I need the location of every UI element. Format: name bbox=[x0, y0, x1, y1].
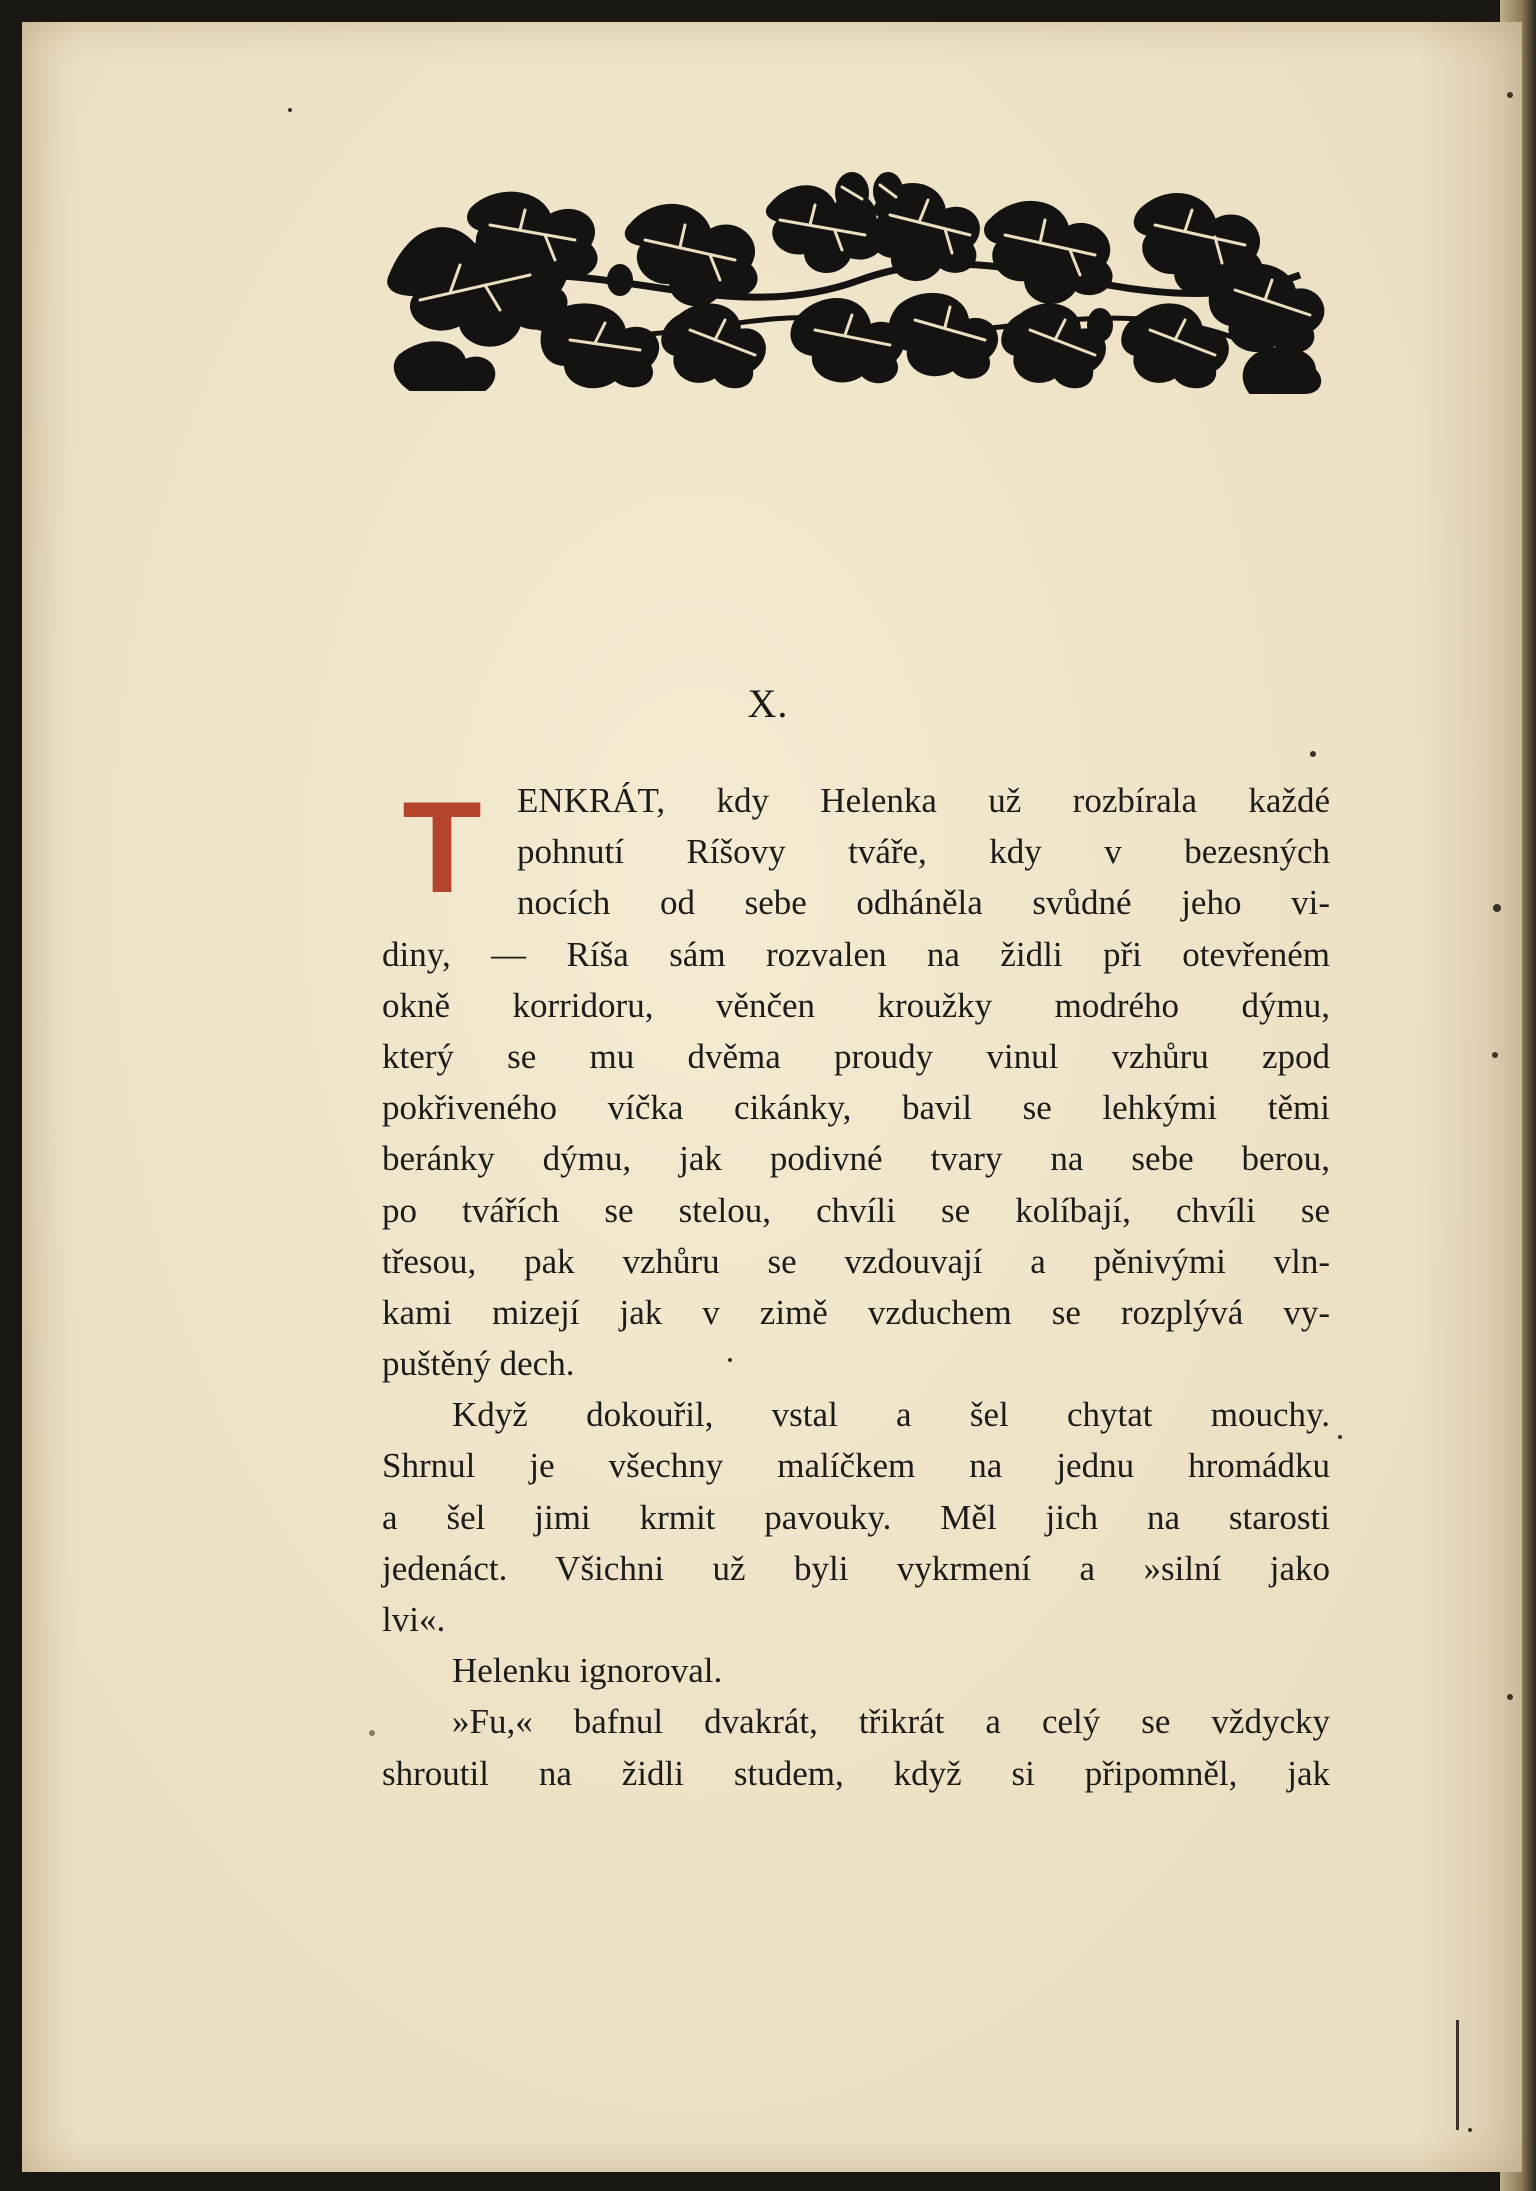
text-line bbox=[382, 1236, 1330, 1287]
text-line bbox=[382, 1543, 1330, 1594]
line-text: po tvářích se stelou, chvíli se kolíbají, chvíli se bbox=[382, 1190, 1330, 1230]
text-line bbox=[382, 1185, 1330, 1236]
line-text: pokřiveného víčka cikánky, bavil se lehkými těmi bbox=[382, 1088, 1330, 1128]
text-line bbox=[382, 1440, 1330, 1491]
svg-text:T: T bbox=[402, 792, 482, 902]
line-text: Shrnul je všechny malíčkem na jednu hromádku bbox=[382, 1446, 1330, 1486]
text-line bbox=[382, 877, 1330, 928]
line-text: diny, — Ríša sám rozvalen na židli při otevřeném bbox=[382, 934, 1330, 974]
line-text: třesou, pak vzhůru se vzdouvají a pěnivými vln- bbox=[382, 1241, 1330, 1281]
line-text: shroutil na židli studem, když si připomněl, jak bbox=[382, 1753, 1330, 1793]
line-text: nocích od sebe odháněla svůdné jeho vi- bbox=[517, 883, 1330, 923]
line-text: »Fu,« bafnul dvakrát, třikrát a celý se vždycky bbox=[452, 1702, 1330, 1742]
text-line bbox=[382, 1492, 1330, 1543]
text-line bbox=[382, 929, 1330, 980]
line-text: a šel jimi krmit pavouky. Měl jich na starosti bbox=[382, 1497, 1330, 1537]
line-text: který se mu dvěma proudy vinul vzhůru zpod bbox=[382, 1036, 1330, 1076]
text-line bbox=[382, 1338, 1330, 1389]
body-text bbox=[382, 775, 1330, 1799]
text-line bbox=[382, 980, 1330, 1031]
line-text: lvi«. bbox=[382, 1600, 446, 1639]
text-line bbox=[382, 1287, 1330, 1338]
line-text: jedenáct. Všichni už byli vykrmení a »silní jako bbox=[382, 1548, 1330, 1588]
chapter-number: X. bbox=[747, 681, 789, 726]
line-text: beránky dýmu, jak podivné tvary na sebe berou, bbox=[382, 1139, 1330, 1179]
text-line bbox=[382, 775, 1330, 826]
line-text: Helenku ignoroval. bbox=[452, 1651, 723, 1691]
text-line bbox=[382, 1645, 1330, 1696]
text-line bbox=[382, 1594, 1330, 1645]
text-line bbox=[382, 1031, 1330, 1082]
text-line bbox=[382, 1748, 1330, 1799]
line-text: Když dokouřil, vstal a šel chytat mouchy. bbox=[452, 1395, 1330, 1435]
line-text: kami mizejí jak v zimě vzduchem se rozplývá vy- bbox=[382, 1292, 1330, 1332]
text-line bbox=[382, 1133, 1330, 1184]
oak-leaf-garland-icon bbox=[380, 165, 1340, 395]
line-text: pohnutí Ríšovy tváře, kdy v bezesných bbox=[517, 832, 1330, 872]
text-line bbox=[382, 1389, 1330, 1440]
text-line bbox=[382, 1082, 1330, 1133]
first-line-rest: ENKRÁT, kdy Helenka už rozbírala každé bbox=[517, 781, 1330, 820]
line-text: puštěný dech. bbox=[382, 1344, 575, 1384]
text-line bbox=[382, 1696, 1330, 1747]
text-line bbox=[382, 826, 1330, 877]
line-text: okně korridoru, věnčen kroužky modrého dýmu, bbox=[382, 985, 1330, 1025]
